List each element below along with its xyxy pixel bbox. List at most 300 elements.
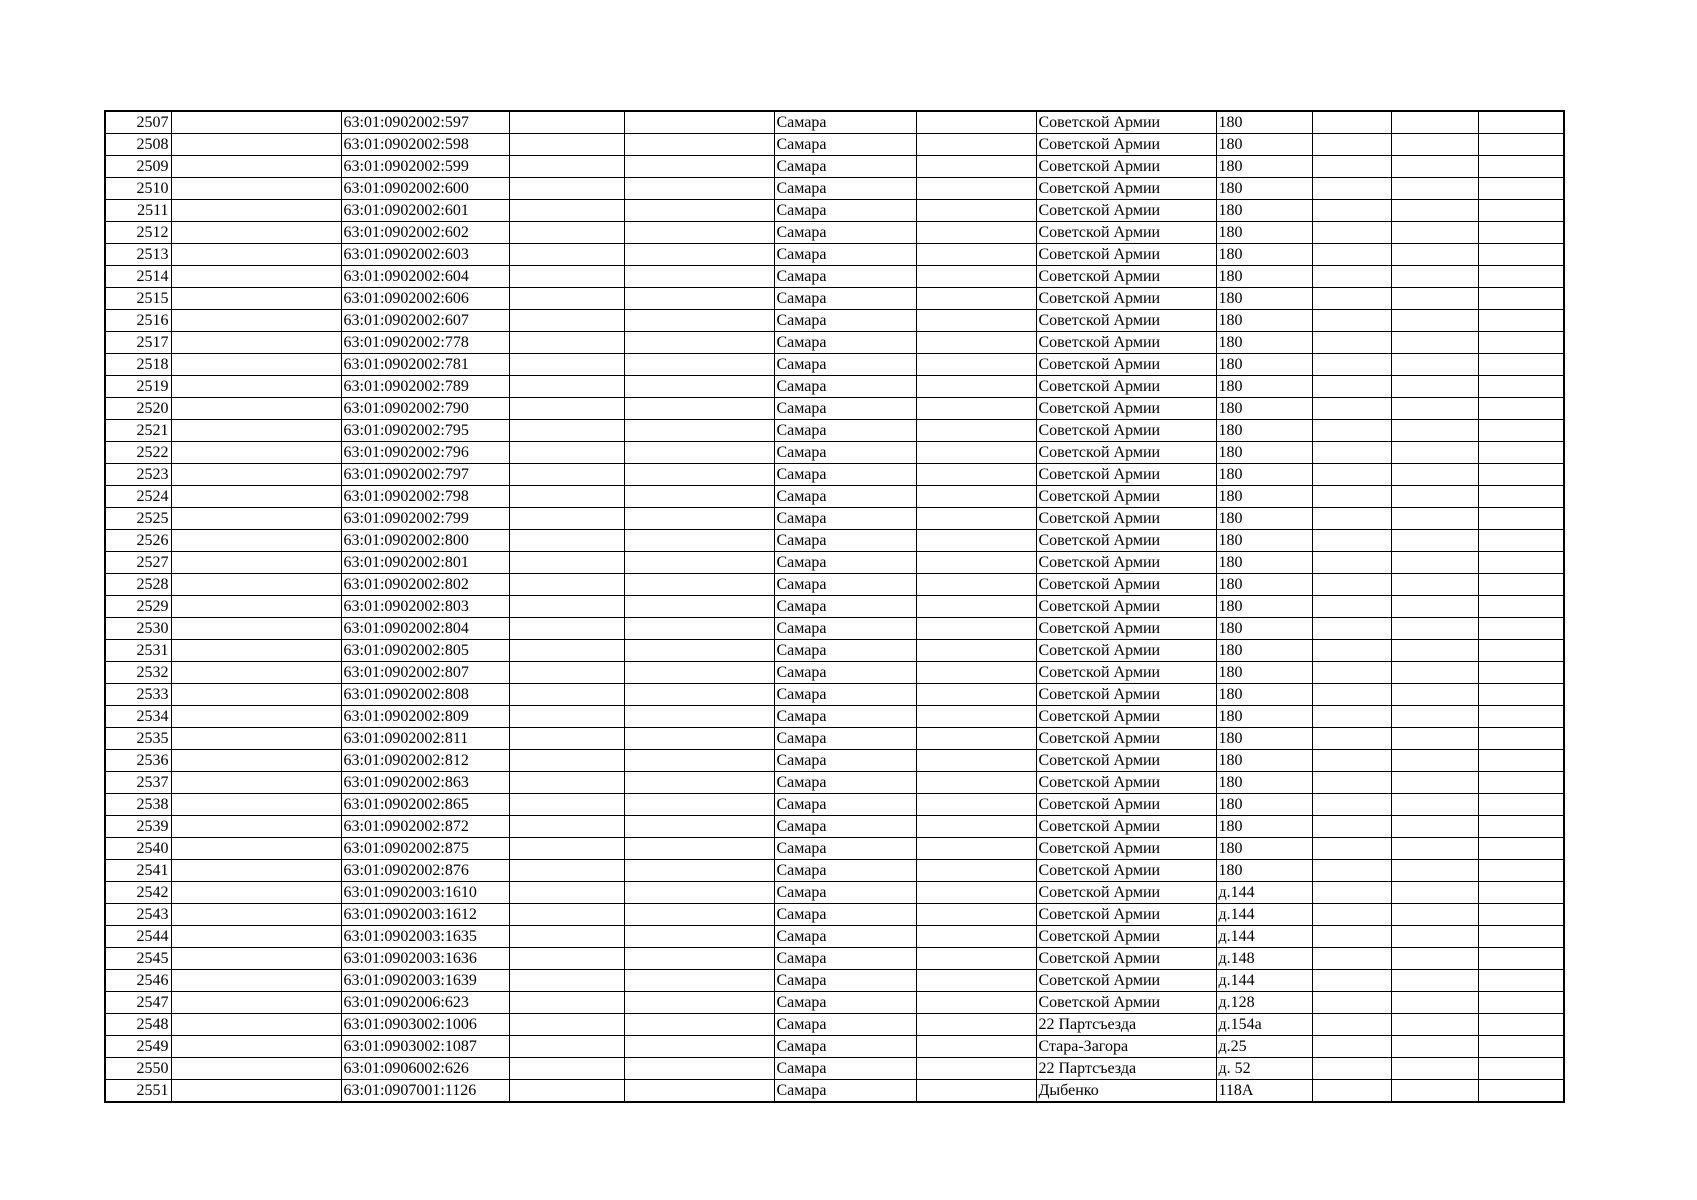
empty-cell: [916, 552, 1036, 574]
empty-cell: [171, 310, 341, 332]
empty-cell: [1312, 574, 1391, 596]
table-row: [105, 948, 1564, 970]
row-number-cell: 2510: [105, 178, 171, 200]
empty-cell: [1391, 992, 1478, 1014]
city-cell: Самара: [774, 354, 916, 376]
empty-cell: [1478, 640, 1564, 662]
empty-cell: [171, 354, 341, 376]
empty-cell: [624, 178, 774, 200]
row-number-cell: 2525: [105, 508, 171, 530]
cadastral-number-cell: 63:01:0902002:603: [341, 244, 509, 266]
empty-cell: [1391, 926, 1478, 948]
table-row: [105, 926, 1564, 948]
house-number-cell: 180: [1216, 838, 1312, 860]
empty-cell: [171, 904, 341, 926]
empty-cell: [1391, 111, 1478, 134]
row-number-cell: 2522: [105, 442, 171, 464]
row-number-cell: 2545: [105, 948, 171, 970]
empty-cell: [1391, 486, 1478, 508]
table-row: [105, 376, 1564, 398]
empty-cell: [171, 1014, 341, 1036]
empty-cell: [171, 156, 341, 178]
row-number-cell: 2547: [105, 992, 171, 1014]
house-number-cell: д.128: [1216, 992, 1312, 1014]
table-row: [105, 1014, 1564, 1036]
house-number-cell: 180: [1216, 442, 1312, 464]
row-number-cell: 2536: [105, 750, 171, 772]
empty-cell: [171, 838, 341, 860]
empty-cell: [171, 552, 341, 574]
city-cell: Самара: [774, 398, 916, 420]
empty-cell: [171, 376, 341, 398]
empty-cell: [624, 111, 774, 134]
street-cell: 22 Партсъезда: [1036, 1058, 1216, 1080]
empty-cell: [916, 706, 1036, 728]
empty-cell: [1478, 1080, 1564, 1103]
row-number-cell: 2534: [105, 706, 171, 728]
empty-cell: [509, 640, 624, 662]
street-cell: Советской Армии: [1036, 332, 1216, 354]
table-row: [105, 706, 1564, 728]
city-cell: Самара: [774, 486, 916, 508]
empty-cell: [1312, 464, 1391, 486]
house-number-cell: 180: [1216, 178, 1312, 200]
empty-cell: [171, 464, 341, 486]
cadastral-number-cell: 63:01:0902002:607: [341, 310, 509, 332]
empty-cell: [1391, 904, 1478, 926]
city-cell: Самара: [774, 662, 916, 684]
table-row: [105, 772, 1564, 794]
table-row: [105, 728, 1564, 750]
street-cell: Советской Армии: [1036, 992, 1216, 1014]
street-cell: Советской Армии: [1036, 420, 1216, 442]
city-cell: Самара: [774, 530, 916, 552]
empty-cell: [171, 618, 341, 640]
city-cell: Самара: [774, 222, 916, 244]
house-number-cell: 180: [1216, 398, 1312, 420]
house-number-cell: 180: [1216, 684, 1312, 706]
empty-cell: [171, 772, 341, 794]
empty-cell: [509, 838, 624, 860]
house-number-cell: 180: [1216, 640, 1312, 662]
empty-cell: [1478, 684, 1564, 706]
cadastral-number-cell: 63:01:0902002:801: [341, 552, 509, 574]
city-cell: Самара: [774, 860, 916, 882]
city-cell: Самара: [774, 1080, 916, 1103]
empty-cell: [624, 728, 774, 750]
empty-cell: [509, 596, 624, 618]
empty-cell: [1478, 111, 1564, 134]
city-cell: Самара: [774, 618, 916, 640]
empty-cell: [624, 816, 774, 838]
city-cell: Самара: [774, 926, 916, 948]
table-row: [105, 156, 1564, 178]
empty-cell: [509, 684, 624, 706]
cadastral-number-cell: 63:01:0902003:1612: [341, 904, 509, 926]
empty-cell: [624, 772, 774, 794]
empty-cell: [1312, 420, 1391, 442]
row-number-cell: 2512: [105, 222, 171, 244]
empty-cell: [509, 794, 624, 816]
street-cell: Советской Армии: [1036, 464, 1216, 486]
cadastral-number-cell: 63:01:0902002:800: [341, 530, 509, 552]
street-cell: Советской Армии: [1036, 354, 1216, 376]
table-row: [105, 860, 1564, 882]
empty-cell: [1312, 706, 1391, 728]
empty-cell: [1312, 794, 1391, 816]
empty-cell: [916, 948, 1036, 970]
empty-cell: [1478, 266, 1564, 288]
house-number-cell: 180: [1216, 750, 1312, 772]
city-cell: Самара: [774, 684, 916, 706]
street-cell: Советской Армии: [1036, 200, 1216, 222]
empty-cell: [1478, 310, 1564, 332]
row-number-cell: 2520: [105, 398, 171, 420]
empty-cell: [171, 1036, 341, 1058]
cadastral-number-cell: 63:01:0902002:812: [341, 750, 509, 772]
row-number-cell: 2531: [105, 640, 171, 662]
table-row: [105, 420, 1564, 442]
empty-cell: [171, 332, 341, 354]
empty-cell: [624, 1036, 774, 1058]
empty-cell: [1312, 552, 1391, 574]
empty-cell: [624, 838, 774, 860]
empty-cell: [1478, 904, 1564, 926]
empty-cell: [1391, 508, 1478, 530]
empty-cell: [1478, 354, 1564, 376]
house-number-cell: 180: [1216, 772, 1312, 794]
cadastral-number-cell: 63:01:0902002:798: [341, 486, 509, 508]
empty-cell: [1478, 882, 1564, 904]
empty-cell: [1312, 926, 1391, 948]
cadastral-number-cell: 63:01:0902002:802: [341, 574, 509, 596]
table-row: [105, 750, 1564, 772]
empty-cell: [509, 926, 624, 948]
house-number-cell: д.144: [1216, 904, 1312, 926]
empty-cell: [1391, 970, 1478, 992]
empty-cell: [1312, 111, 1391, 134]
cadastral-number-cell: 63:01:0902006:623: [341, 992, 509, 1014]
street-cell: Советской Армии: [1036, 926, 1216, 948]
empty-cell: [1478, 860, 1564, 882]
table-body: [105, 111, 1564, 1102]
city-cell: Самара: [774, 992, 916, 1014]
house-number-cell: 180: [1216, 596, 1312, 618]
empty-cell: [624, 156, 774, 178]
row-number-cell: 2539: [105, 816, 171, 838]
table-row: [105, 574, 1564, 596]
street-cell: Советской Армии: [1036, 376, 1216, 398]
empty-cell: [624, 200, 774, 222]
table-row: [105, 838, 1564, 860]
table-row: [105, 882, 1564, 904]
empty-cell: [916, 442, 1036, 464]
empty-cell: [509, 486, 624, 508]
empty-cell: [624, 134, 774, 156]
row-number-cell: 2514: [105, 266, 171, 288]
empty-cell: [916, 134, 1036, 156]
empty-cell: [1312, 1014, 1391, 1036]
city-cell: Самара: [774, 1014, 916, 1036]
empty-cell: [1478, 134, 1564, 156]
empty-cell: [1391, 1080, 1478, 1103]
street-cell: Советской Армии: [1036, 486, 1216, 508]
table-row: [105, 442, 1564, 464]
city-cell: Самара: [774, 1058, 916, 1080]
street-cell: Советской Армии: [1036, 728, 1216, 750]
empty-cell: [916, 266, 1036, 288]
city-cell: Самара: [774, 266, 916, 288]
table-row: [105, 398, 1564, 420]
empty-cell: [916, 464, 1036, 486]
city-cell: Самара: [774, 552, 916, 574]
empty-cell: [1312, 332, 1391, 354]
empty-cell: [1312, 838, 1391, 860]
empty-cell: [624, 266, 774, 288]
empty-cell: [171, 574, 341, 596]
empty-cell: [624, 662, 774, 684]
house-number-cell: 180: [1216, 486, 1312, 508]
row-number-cell: 2509: [105, 156, 171, 178]
cadastral-number-cell: 63:01:0902002:808: [341, 684, 509, 706]
empty-cell: [1478, 464, 1564, 486]
row-number-cell: 2516: [105, 310, 171, 332]
table-row: [105, 288, 1564, 310]
city-cell: Самара: [774, 816, 916, 838]
empty-cell: [509, 992, 624, 1014]
house-number-cell: д.148: [1216, 948, 1312, 970]
street-cell: Советской Армии: [1036, 772, 1216, 794]
table-row: [105, 684, 1564, 706]
empty-cell: [1478, 1036, 1564, 1058]
cadastral-number-cell: 63:01:0906002:626: [341, 1058, 509, 1080]
empty-cell: [1391, 662, 1478, 684]
empty-cell: [624, 442, 774, 464]
cadastral-number-cell: 63:01:0902002:875: [341, 838, 509, 860]
city-cell: Самара: [774, 178, 916, 200]
empty-cell: [916, 684, 1036, 706]
empty-cell: [1478, 508, 1564, 530]
empty-cell: [1478, 662, 1564, 684]
empty-cell: [509, 442, 624, 464]
table-row: [105, 640, 1564, 662]
empty-cell: [171, 530, 341, 552]
empty-cell: [509, 970, 624, 992]
empty-cell: [624, 530, 774, 552]
row-number-cell: 2527: [105, 552, 171, 574]
empty-cell: [1312, 508, 1391, 530]
house-number-cell: 180: [1216, 508, 1312, 530]
city-cell: Самара: [774, 442, 916, 464]
empty-cell: [1312, 750, 1391, 772]
empty-cell: [624, 640, 774, 662]
house-number-cell: 180: [1216, 662, 1312, 684]
row-number-cell: 2524: [105, 486, 171, 508]
street-cell: Стара-Загора: [1036, 1036, 1216, 1058]
empty-cell: [624, 882, 774, 904]
table-row: [105, 970, 1564, 992]
empty-cell: [916, 354, 1036, 376]
empty-cell: [171, 508, 341, 530]
city-cell: Самара: [774, 574, 916, 596]
empty-cell: [1391, 552, 1478, 574]
house-number-cell: д.144: [1216, 926, 1312, 948]
row-number-cell: 2515: [105, 288, 171, 310]
empty-cell: [1391, 772, 1478, 794]
row-number-cell: 2511: [105, 200, 171, 222]
empty-cell: [171, 970, 341, 992]
city-cell: Самара: [774, 134, 916, 156]
table-row: [105, 530, 1564, 552]
empty-cell: [916, 376, 1036, 398]
empty-cell: [1478, 486, 1564, 508]
empty-cell: [624, 332, 774, 354]
row-number-cell: 2542: [105, 882, 171, 904]
row-number-cell: 2541: [105, 860, 171, 882]
empty-cell: [1312, 376, 1391, 398]
row-number-cell: 2550: [105, 1058, 171, 1080]
empty-cell: [624, 310, 774, 332]
cadastral-number-cell: 63:01:0902002:796: [341, 442, 509, 464]
empty-cell: [624, 376, 774, 398]
empty-cell: [916, 222, 1036, 244]
empty-cell: [171, 1080, 341, 1103]
street-cell: Советской Армии: [1036, 816, 1216, 838]
empty-cell: [509, 662, 624, 684]
empty-cell: [1478, 728, 1564, 750]
cadastral-number-cell: 63:01:0902002:804: [341, 618, 509, 640]
empty-cell: [509, 111, 624, 134]
cadastral-number-cell: 63:01:0902002:778: [341, 332, 509, 354]
house-number-cell: 180: [1216, 111, 1312, 134]
table-row: [105, 508, 1564, 530]
empty-cell: [916, 596, 1036, 618]
empty-cell: [916, 574, 1036, 596]
table-row: [105, 310, 1564, 332]
empty-cell: [509, 354, 624, 376]
empty-cell: [1312, 288, 1391, 310]
empty-cell: [916, 1014, 1036, 1036]
row-number-cell: 2535: [105, 728, 171, 750]
empty-cell: [1478, 926, 1564, 948]
empty-cell: [1312, 244, 1391, 266]
empty-cell: [1478, 948, 1564, 970]
empty-cell: [916, 398, 1036, 420]
empty-cell: [1391, 574, 1478, 596]
empty-cell: [1312, 904, 1391, 926]
empty-cell: [509, 816, 624, 838]
city-cell: Самара: [774, 904, 916, 926]
street-cell: Советской Армии: [1036, 508, 1216, 530]
table-row: [105, 618, 1564, 640]
house-number-cell: д.154а: [1216, 1014, 1312, 1036]
empty-cell: [916, 530, 1036, 552]
empty-cell: [624, 948, 774, 970]
street-cell: Советской Армии: [1036, 134, 1216, 156]
empty-cell: [916, 156, 1036, 178]
street-cell: Советской Армии: [1036, 948, 1216, 970]
empty-cell: [509, 552, 624, 574]
empty-cell: [1478, 178, 1564, 200]
row-number-cell: 2551: [105, 1080, 171, 1103]
row-number-cell: 2529: [105, 596, 171, 618]
table-row: [105, 1058, 1564, 1080]
empty-cell: [1391, 420, 1478, 442]
empty-cell: [916, 618, 1036, 640]
empty-cell: [171, 134, 341, 156]
empty-cell: [509, 222, 624, 244]
empty-cell: [916, 420, 1036, 442]
empty-cell: [1478, 442, 1564, 464]
row-number-cell: 2546: [105, 970, 171, 992]
empty-cell: [509, 376, 624, 398]
empty-cell: [624, 222, 774, 244]
empty-cell: [509, 1014, 624, 1036]
empty-cell: [1391, 464, 1478, 486]
empty-cell: [916, 794, 1036, 816]
empty-cell: [1391, 1058, 1478, 1080]
empty-cell: [1478, 970, 1564, 992]
empty-cell: [171, 178, 341, 200]
house-number-cell: д.144: [1216, 970, 1312, 992]
empty-cell: [1478, 706, 1564, 728]
city-cell: Самара: [774, 728, 916, 750]
empty-cell: [916, 244, 1036, 266]
city-cell: Самара: [774, 420, 916, 442]
empty-cell: [509, 420, 624, 442]
empty-cell: [624, 420, 774, 442]
empty-cell: [1391, 794, 1478, 816]
empty-cell: [1312, 948, 1391, 970]
cadastral-number-cell: 63:01:0902002:803: [341, 596, 509, 618]
city-cell: Самара: [774, 794, 916, 816]
empty-cell: [1391, 134, 1478, 156]
empty-cell: [1391, 706, 1478, 728]
empty-cell: [1391, 1036, 1478, 1058]
row-number-cell: 2548: [105, 1014, 171, 1036]
empty-cell: [916, 1058, 1036, 1080]
house-number-cell: 180: [1216, 332, 1312, 354]
city-cell: Самара: [774, 200, 916, 222]
empty-cell: [1312, 266, 1391, 288]
empty-cell: [1478, 838, 1564, 860]
row-number-cell: 2526: [105, 530, 171, 552]
city-cell: Самара: [774, 882, 916, 904]
empty-cell: [1391, 750, 1478, 772]
street-cell: Советской Армии: [1036, 838, 1216, 860]
street-cell: Советской Армии: [1036, 156, 1216, 178]
empty-cell: [624, 706, 774, 728]
table-row: [105, 222, 1564, 244]
empty-cell: [1478, 1058, 1564, 1080]
row-number-cell: 2519: [105, 376, 171, 398]
empty-cell: [1478, 156, 1564, 178]
empty-cell: [624, 618, 774, 640]
empty-cell: [1391, 266, 1478, 288]
empty-cell: [1391, 618, 1478, 640]
empty-cell: [624, 552, 774, 574]
street-cell: Советской Армии: [1036, 244, 1216, 266]
empty-cell: [509, 134, 624, 156]
empty-cell: [624, 596, 774, 618]
empty-cell: [624, 486, 774, 508]
street-cell: Советской Армии: [1036, 552, 1216, 574]
row-number-cell: 2540: [105, 838, 171, 860]
street-cell: Советской Армии: [1036, 310, 1216, 332]
empty-cell: [509, 772, 624, 794]
empty-cell: [171, 596, 341, 618]
house-number-cell: 180: [1216, 376, 1312, 398]
